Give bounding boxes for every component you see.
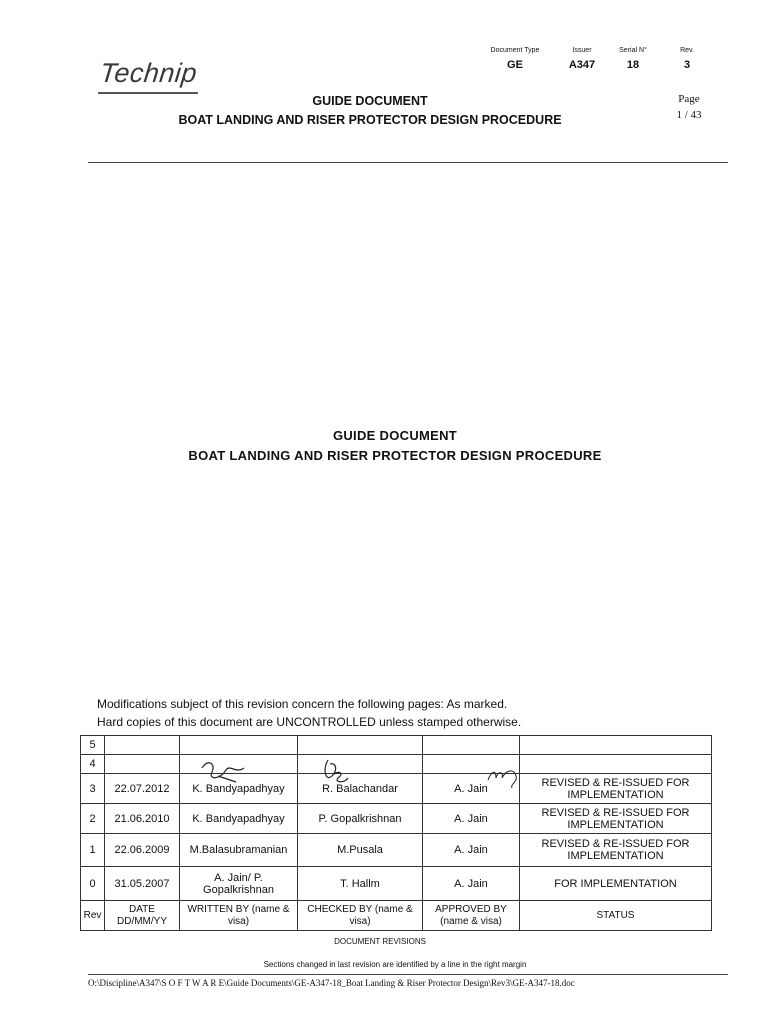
written-cell: K. Bandyapadhyay	[180, 774, 298, 804]
date-cell	[105, 755, 180, 774]
revision-table	[80, 735, 712, 931]
revision-row	[81, 774, 712, 804]
rev-cell: 2	[81, 804, 105, 834]
modifications-note: Modifications subject of this revision concern the following pages: As marked.	[97, 697, 508, 711]
written-header: WRITTEN BY (name & visa)	[180, 901, 298, 931]
date-cell: 22.07.2012	[105, 774, 180, 804]
rev-cell: 0	[81, 867, 105, 901]
rev-cell: 1	[81, 834, 105, 867]
rev-header: Rev	[81, 901, 105, 931]
meta-label-rev: Rev.	[680, 47, 694, 54]
revision-row	[81, 736, 712, 755]
written-cell: K. Bandyapadhyay	[180, 804, 298, 834]
header-title-line2: BOAT LANDING AND RISER PROTECTOR DESIGN PROCEDURE	[178, 113, 562, 127]
header-title-line1: GUIDE DOCUMENT	[312, 94, 428, 108]
meta-label-serial: Serial N°	[619, 47, 647, 54]
checked-cell: R. Balachandar	[298, 774, 423, 804]
meta-label-issuer: Issuer	[572, 47, 592, 54]
date-cell: 22.06.2009	[105, 834, 180, 867]
rev-cell: 3	[81, 774, 105, 804]
page-label: Page	[678, 93, 700, 105]
status-header: STATUS	[520, 901, 712, 931]
signature-written	[196, 758, 256, 788]
status-cell: REVISED & RE-ISSUED FOR IMPLEMENTATION	[520, 774, 712, 804]
rev-cell: 4	[81, 755, 105, 774]
center-title-line2: BOAT LANDING AND RISER PROTECTOR DESIGN PROCEDURE	[188, 448, 602, 463]
meta-value-serial: 18	[626, 59, 640, 71]
signature-approved	[484, 766, 524, 792]
checked-cell: P. Gopalkrishnan	[298, 804, 423, 834]
approved-cell	[423, 736, 520, 755]
approved-header: APPROVED BY (name & visa)	[423, 901, 520, 931]
meta-value-rev: 3	[683, 59, 691, 71]
page-number: 1 / 43	[676, 109, 702, 121]
revision-row	[81, 834, 712, 867]
revision-row	[81, 867, 712, 901]
checked-cell: T. Hallm	[298, 867, 423, 901]
status-cell: REVISED & RE-ISSUED FOR IMPLEMENTATION	[520, 834, 712, 867]
approved-cell: A. Jain	[423, 804, 520, 834]
status-cell	[520, 755, 712, 774]
center-title-line1: GUIDE DOCUMENT	[332, 428, 458, 443]
date-header: DATE DD/MM/YY	[105, 901, 180, 931]
meta-value-issuer: A347	[568, 59, 596, 71]
signature-checked	[318, 756, 358, 788]
rev-cell: 5	[81, 736, 105, 755]
revision-row	[81, 755, 712, 774]
written-cell: A. Jain/ P. Gopalkrishnan	[180, 867, 298, 901]
checked-cell: M.Pusala	[298, 834, 423, 867]
date-cell	[105, 736, 180, 755]
technip-logo: Technip	[98, 58, 199, 88]
file-path: O:\Discipline\A347\S O F T W A R E\Guide Documents\GE-A347-18_Boat Landing & Riser Protector Design\Rev3\GE-A347-18.doc	[88, 978, 575, 988]
approved-cell: A. Jain	[423, 867, 520, 901]
meta-value-document-type: GE	[507, 59, 523, 71]
written-cell	[180, 736, 298, 755]
status-cell: REVISED & RE-ISSUED FOR IMPLEMENTATION	[520, 804, 712, 834]
date-cell: 31.05.2007	[105, 867, 180, 901]
footer-divider	[88, 974, 728, 975]
checked-header: CHECKED BY (name & visa)	[298, 901, 423, 931]
date-cell: 21.06.2010	[105, 804, 180, 834]
status-cell	[520, 736, 712, 755]
approved-cell: A. Jain	[423, 834, 520, 867]
meta-label-document-type: Document Type	[490, 47, 540, 54]
approved-cell: A. Jain	[423, 774, 520, 804]
uncontrolled-note: Hard copies of this document are UNCONTROLLED unless stamped otherwise.	[97, 715, 522, 729]
checked-cell	[298, 755, 423, 774]
header-divider	[88, 162, 728, 163]
revision-line-note: Sections changed in last revision are identified by a line in the right margin	[263, 960, 527, 969]
revision-header-row	[81, 901, 712, 931]
status-cell: FOR IMPLEMENTATION	[520, 867, 712, 901]
revision-row	[81, 804, 712, 834]
table-caption: DOCUMENT REVISIONS	[334, 937, 426, 946]
written-cell: M.Balasubramanian	[180, 834, 298, 867]
checked-cell	[298, 736, 423, 755]
